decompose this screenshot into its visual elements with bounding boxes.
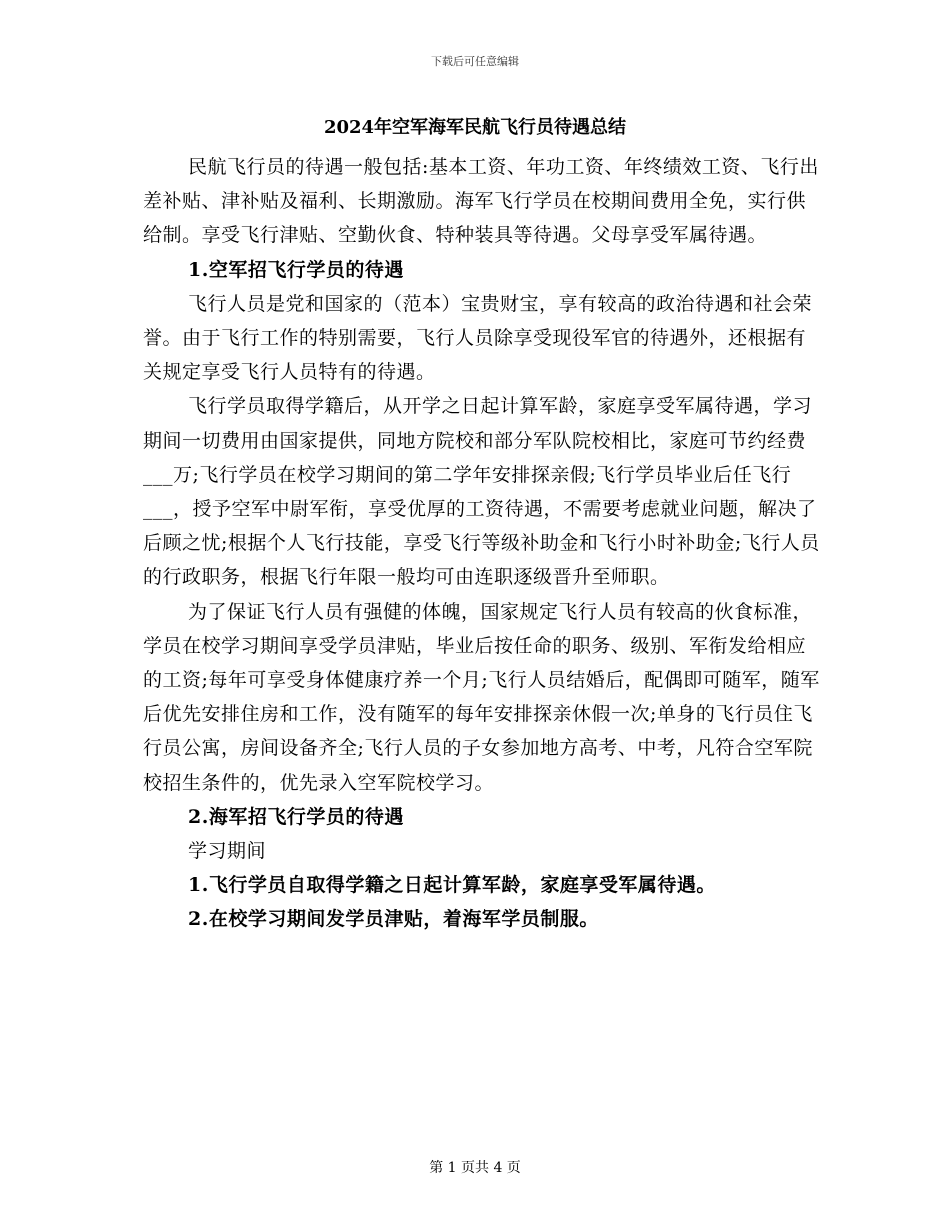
document-title: 2024年空军海军民航飞行员待遇总结 xyxy=(323,117,627,138)
section-heading-air-force: 1.空军招飞行学员的待遇 xyxy=(188,258,404,281)
list-item-2: 2.在校学习期间发学员津贴，着海军学员制服。 xyxy=(188,908,599,931)
paragraph-trainee-benefits: 飞行学员取得学籍后，从开学之日起计算军龄，家庭享受军属待遇，学习期间一切费用由国家提供，同地方院校和部分军队院校相比，家庭可节约经费___万;飞行学员在校学习期间的第二学年安排探亲假;飞行学员毕业后任飞行___，授予空军中尉军衔，享受优厚的工资待遇，不需要考虑就业问题，解决了后顾之忧;根据个人飞行技能，享受飞行等级补助金和飞行小时补助金;飞行人员的行政职务，根据飞行年限一般均可由连职逐级晋升至师职。 xyxy=(143,395,820,589)
paragraph-intro: 民航飞行员的待遇一般包括:基本工资、年功工资、年终绩效工资、飞行出差补贴、津补贴及福利、长期激励。海军飞行学员在校期间费用全免，实行供给制。享受飞行津贴、空勤伙食、特种装具等待遇。父母享受军属待遇。 xyxy=(143,156,819,247)
page-footer: 第 1 页共 4 页 xyxy=(429,1160,521,1176)
list-item-1: 1.飞行学员自取得学籍之日起计算军龄，家庭享受军属待遇。 xyxy=(188,874,716,897)
paragraph-honor: 飞行人员是党和国家的（范本）宝贵财宝，享有较高的政治待遇和社会荣誉。由于飞行工作的特别需要，飞行人员除享受现役军官的待遇外，还根据有关规定享受飞行人员特有的待遇。 xyxy=(143,292,813,384)
section-heading-navy: 2.海军招飞行学员的待遇 xyxy=(188,805,404,828)
paragraph-health-benefits: 为了保证飞行人员有强健的体魄，国家规定飞行人员有较高的伙食标准，学员在校学习期间享受学员津贴，毕业后按任命的职务、级别、军衔发给相应的工资;每年可享受身体健康疗养一个月;飞行人员结婚后，配偶即可随军，随军后优先安排住房和工作，没有随军的每年安排探亲休假一次;单身的飞行员住飞行员公寓，房间设备齐全;飞行人员的子女参加地方高考、中考，凡符合空军院校招生条件的，优先录入空军院校学习。 xyxy=(143,600,820,794)
subsection-label-study-period: 学习期间 xyxy=(188,840,267,863)
page-header: 下载后可任意编辑 xyxy=(431,55,519,68)
document-body xyxy=(143,150,823,937)
